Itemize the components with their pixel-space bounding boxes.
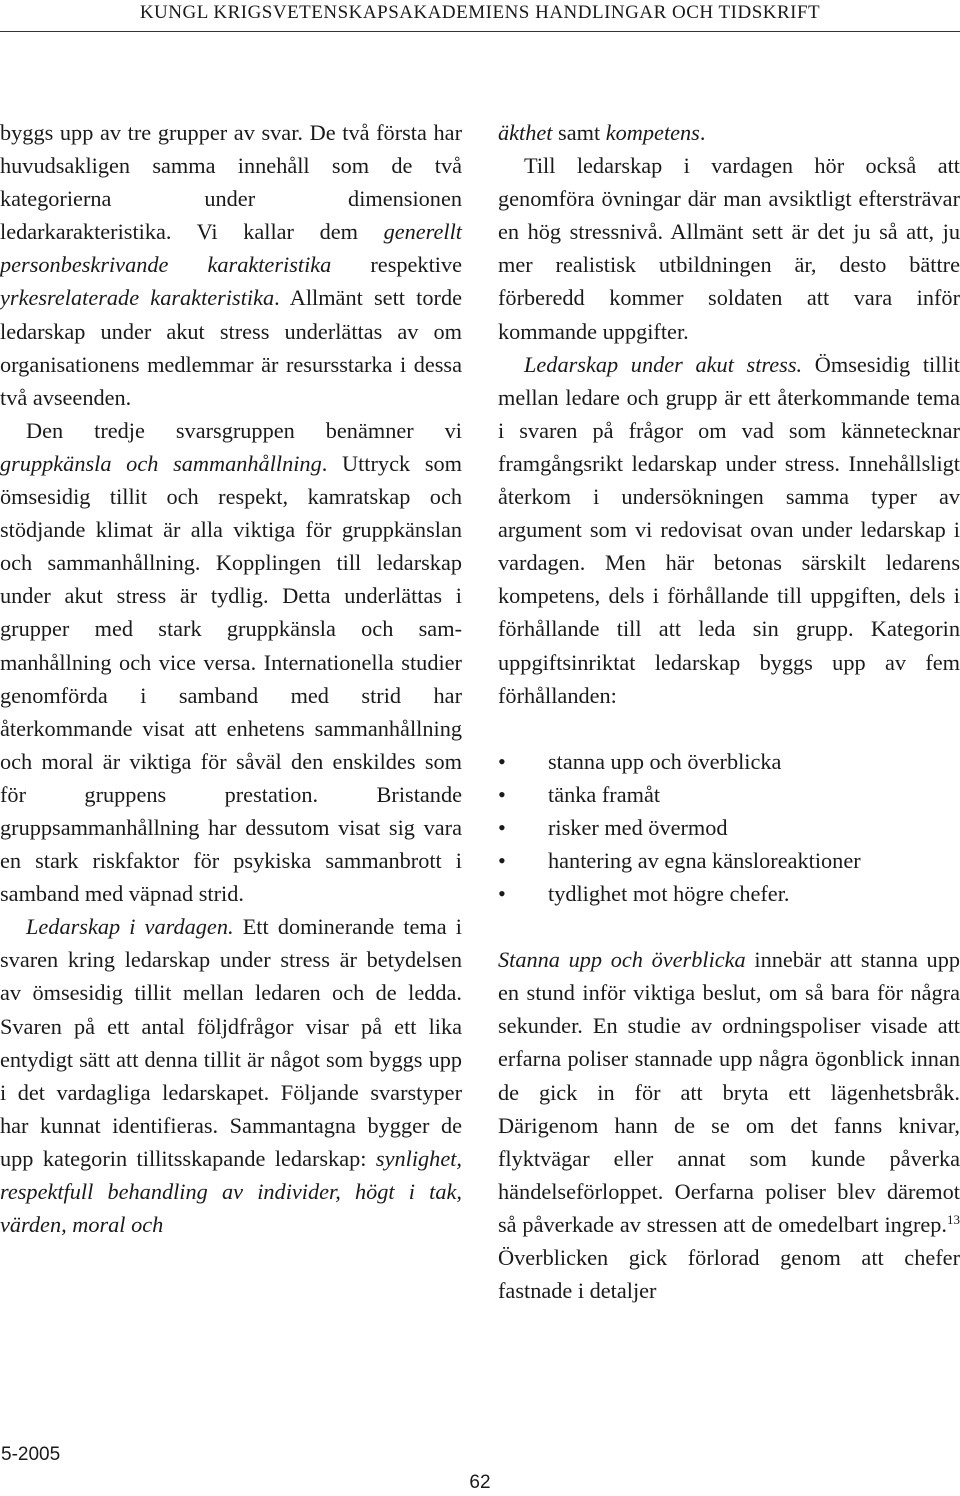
right-paragraph-1 [498,116,960,149]
italic-term: generellt personbeskrivande karakteristika [0,219,462,278]
italic-term: äkthet [498,120,553,145]
left-paragraph-1 [0,116,462,414]
text-run: Överblicken gick förlorad genom att chefer fastnade i detaljer [498,1245,960,1304]
footnote-reference: 13 [947,1211,960,1227]
text-run: Ömsesidig tillit mellan ledare och grupp är ett återkommande tema i svaren på frågor om vad som kännetecknar framgångsrikt ledarskap under stress. Innehållsligt återkom i undersökningen samma typer av argument som vi redovisat ovan under ledarskap i vardagen. Men här betonas särskilt ledarens kompetens, dels i förhållande till uppgiften, dels i förhållande till att leda sin grupp. Kategorin uppgiftsinriktat ledarskap byggs upp av fem förhållanden: [498,351,960,708]
italic-term: synlighet, respektfull behandling av individer, högt i tak, värden, moral och [0,1145,462,1238]
left-paragraph-3 [0,910,462,1241]
text-run: Ett dominerande tema i svaren kring ledarskap under stress är betydelsen av ömsesidig tillit mellan ledaren och de ledda. Svaren på ett antal följdfrågor visar på ett lika entydigt sätt att denna tillit är något som byggs upp i det vardagliga ledarskapet. Följande svarstyper har kunnat identifieras. Sammantagna bygger de upp kategorin tillitsskapande ledarskap: [0,914,462,1171]
text-run: byggs upp av tre grupper av svar. De två första har huvudsakligen samma innehåll som de två kategorierna under dimensionen ledarkarakteristika. Vi kallar dem [0,120,462,245]
right-paragraph-2 [498,149,960,348]
text-run: Den tredje svarsgruppen benämner vi [26,417,462,443]
right-paragraph-4 [498,943,960,1307]
running-header: KUNGL KRIGSVETENSKAPSAKADEMIENS HANDLINGAR OCH TIDSKRIFT [139,2,821,23]
left-paragraph-2 [0,414,462,910]
italic-term: Stanna upp och överblicka [498,947,746,973]
bullet-item: • risker med övermod [498,811,960,844]
text-run: samt [552,120,606,145]
italic-term: yrkesrelaterade karakteristika [0,285,275,311]
page-number: 62 [469,1472,491,1493]
right-paragraph-3 [498,348,960,712]
bullet-item: • hantering av egna känsloreaktioner [498,844,960,877]
text-run: . Uttryck som ömsesidig tillit och respekt, kamratskap och stödjande klimat är alla viktiga för gruppkänslan och sammanhållning. Kopplingen till ledarskap under akut stress är tydlig. Detta underlättas i grupper med stark gruppkänsla och sammanhållning och vice versa. Internationella studier genomförda i samband med strid har återkommande visat att enhetens sammanhållning och moral är viktiga för såväl den enskildes som för gruppens prestation. Bristande gruppsammanhållning har dessutom visat sig vara en stark riskfaktor för psykiska sammanbrott i samband med väpnad strid. [0,450,462,907]
text-run: innebär att stanna upp en stund inför viktiga beslut, om så bara för några sekunder. En studie av ordningspoliser visade att erfarna poliser stannade upp några ögonblick innan de gick in för att bryta ett lägenhetsbråk. Därigenom hann de se om det fanns knivar, flyktvägar eller annat som kunde påverka händelseförloppet. Oerfarna poliser blev däremot så påverkade av stressen att de omedelbart ingrep. [498,947,960,1237]
italic-term: gruppkänsla och sammanhållning [0,450,322,476]
text-run: Till ledarskap i vardagen hör också att genomföra övningar där man avsiktligt eftersträvar en hög stressnivå. Allmänt sett är det ju så att, ju mer realistisk utbildningen är, desto bättre förberedd kommer soldaten att vara inför kommande uppgifter. [498,153,960,344]
text-run: . Allmänt sett torde ledarskap under akut stress underlättas av om organisationens medlemmar är resursstarka i dessa två avseenden. [0,285,462,410]
italic-term: kompetens [605,120,700,145]
right-column [498,116,960,1307]
bullet-item: • tänka framåt [498,778,960,811]
header-rule [0,31,960,32]
text-run: respektive [331,252,463,278]
text-run: . [699,120,706,145]
left-column [0,116,462,1241]
issue-label: 5-2005 [1,1444,61,1465]
section-heading-inline: Ledarskap under akut stress. [524,351,803,377]
bullet-item: • stanna upp och överblicka [498,745,960,778]
bullet-item: • tydlighet mot högre chefer. [498,877,960,910]
bullet-list [498,745,960,910]
section-heading-inline: Ledarskap i vardagen. [26,914,234,940]
